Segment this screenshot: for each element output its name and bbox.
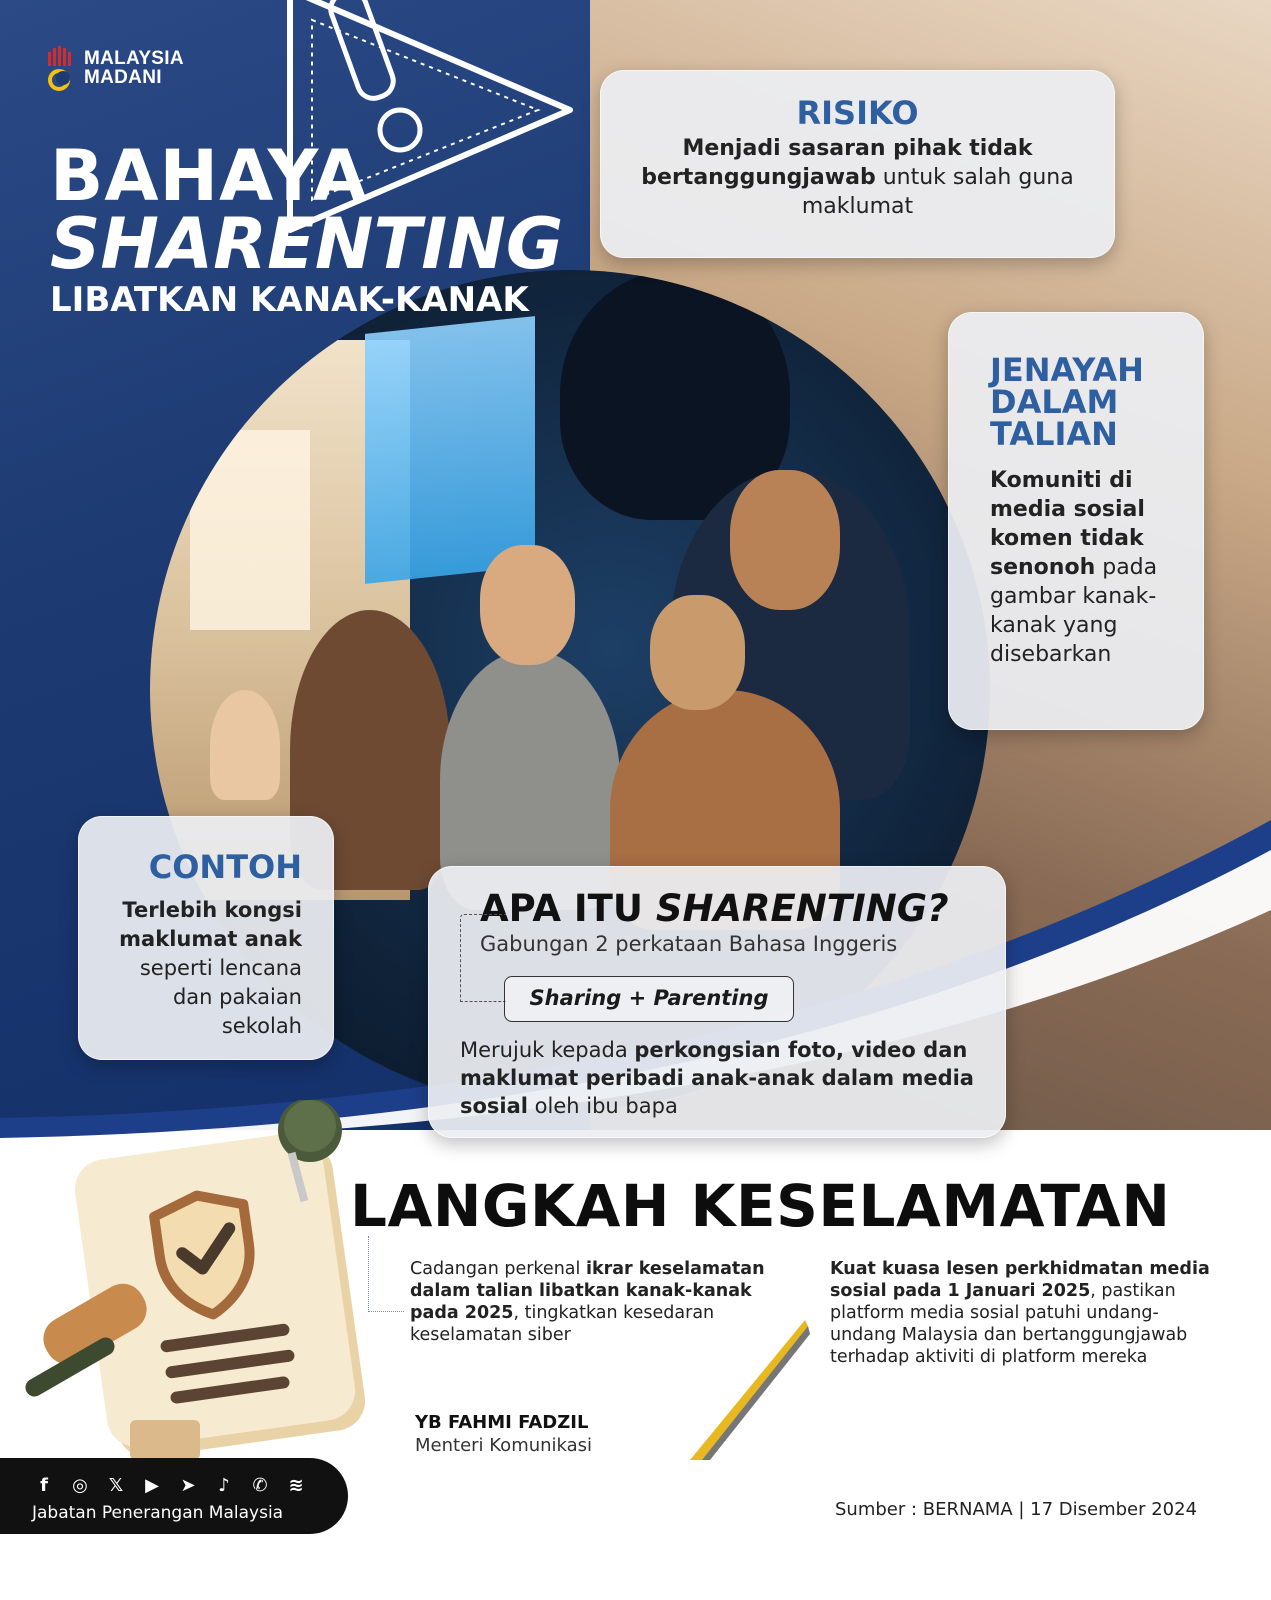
title-line2: SHARENTING	[50, 203, 564, 285]
organization-label: Jabatan Penerangan Malaysia	[32, 1503, 284, 1523]
dotted-connector	[368, 1236, 404, 1312]
risiko-line2-bold: bertanggungjawab	[641, 165, 876, 190]
apa-desc-plain1: Merujuk kepada	[460, 1038, 635, 1062]
title-subtitle: LIBATKAN KANAK-KANAK	[50, 280, 529, 320]
source-credit: Sumber : BERNAMA | 17 Disember 2024	[835, 1499, 1198, 1520]
col2-plain: , pastikan platform media sosial patuhi undang-undang Malaysia dan bertanggungjawab terhadap aktiviti di platform mereka	[830, 1281, 1188, 1367]
logo-line2: MADANI	[84, 67, 162, 88]
tiktok-icon[interactable]: ♪	[218, 1475, 230, 1496]
clipboard-gavel-illustration	[10, 1100, 370, 1460]
col1-plain1: Cadangan perkenal	[410, 1259, 586, 1279]
contoh-heading: CONTOH	[148, 848, 302, 886]
risiko-line3: maklumat	[801, 194, 914, 219]
apa-itu-card	[428, 866, 1006, 1138]
jenayah-card	[948, 312, 1204, 730]
risiko-card	[600, 70, 1115, 258]
apa-desc-bold: perkongsian foto, video dan maklumat peribadi anak-anak dalam media sosial	[460, 1038, 974, 1118]
jenayah-text	[990, 466, 1180, 669]
apa-itu-subtitle: Gabungan 2 perkataan Bahasa Inggeris	[480, 932, 898, 956]
dashed-bracket	[460, 914, 506, 1002]
minister-name: YB FAHMI FADZIL	[415, 1412, 589, 1433]
col2-bold: Kuat kuasa lesen perkhidmatan media sosial pada 1 Januari 2025	[830, 1259, 1210, 1301]
sharing-parenting-pill: Sharing + Parenting	[504, 976, 794, 1022]
malaysia-madani-logo	[46, 44, 184, 92]
social-icons	[32, 1474, 308, 1498]
risiko-heading: RISIKO	[796, 94, 919, 132]
contoh-text-rest: seperti lencana dan pakaian sekolah	[139, 956, 302, 1038]
jenayah-text-bold: Komuniti di media sosial komen tidak senonoh	[990, 468, 1145, 580]
social-media-bar	[0, 1458, 348, 1534]
jenayah-heading: JENAYAH DALAM TALIAN	[990, 351, 1144, 453]
risiko-line2-rest: untuk salah guna	[875, 165, 1074, 190]
gold-slash-divider	[680, 1320, 810, 1460]
langkah-heading: LANGKAH KESELAMATAN	[350, 1172, 1171, 1240]
logo-line1: MALAYSIA	[84, 48, 184, 69]
contoh-text	[98, 896, 302, 1041]
risiko-line2	[600, 163, 1115, 192]
apa-itu-description	[460, 1036, 990, 1120]
whatsapp-icon[interactable]: ✆	[252, 1475, 268, 1496]
apa-itu-title-italic: SHARENTING?	[655, 887, 949, 930]
col1-plain2: , tingkatkan kesedaran keselamatan siber	[410, 1303, 715, 1345]
contoh-card	[78, 816, 334, 1060]
youtube-icon[interactable]: ▶	[145, 1475, 159, 1496]
langkah-column-2	[830, 1258, 1210, 1368]
jenayah-text-rest: pada gambar kanak-kanak yang disebarkan	[990, 555, 1158, 667]
title-line1: BAHAYA	[50, 135, 368, 217]
instagram-icon[interactable]: ◎	[72, 1475, 88, 1496]
apa-itu-title	[462, 888, 1006, 930]
risiko-line1: Menjadi sasaran pihak tidak	[682, 136, 1033, 161]
telegram-icon[interactable]: ➤	[180, 1475, 196, 1496]
minister-role: Menteri Komunikasi	[415, 1435, 593, 1456]
col1-bold: ikrar keselamatan dalam talian libatkan kanak-kanak pada 2025	[410, 1259, 765, 1323]
x-icon[interactable]: 𝕏	[108, 1475, 124, 1496]
apa-desc-plain2: oleh ibu bapa	[528, 1094, 678, 1118]
facebook-icon[interactable]: f	[40, 1475, 48, 1496]
apa-itu-title-plain: APA ITU	[480, 887, 656, 930]
madani-emblem-icon	[46, 44, 76, 92]
contoh-text-bold: Terlebih kongsi maklumat anak	[119, 898, 302, 951]
spotify-icon[interactable]: ≋	[288, 1475, 304, 1496]
